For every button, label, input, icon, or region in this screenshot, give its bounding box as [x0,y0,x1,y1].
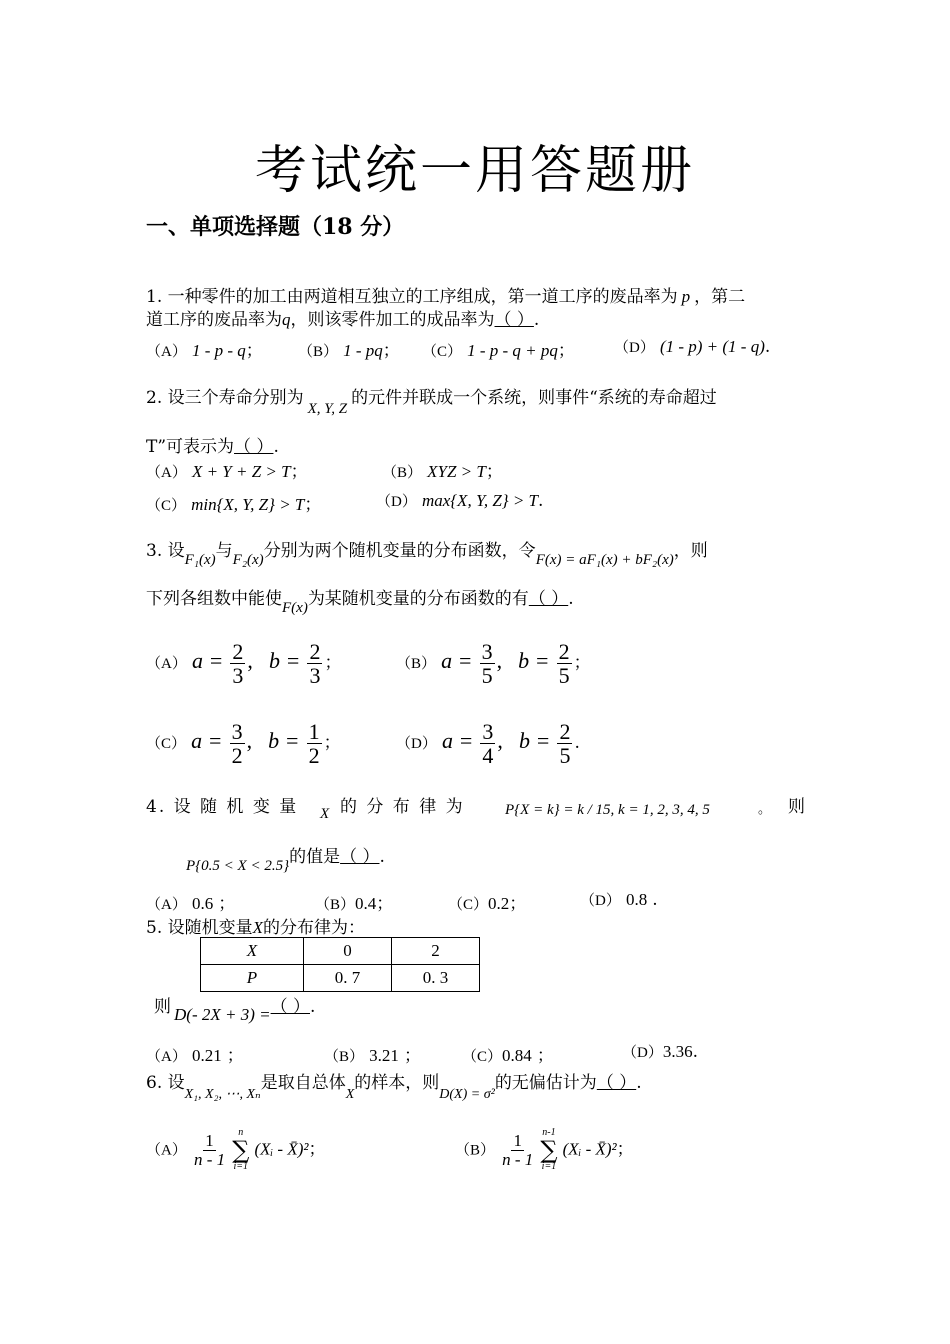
q6-period: . [636,1073,642,1093]
q2-vars: X, Y, Z [307,401,348,417]
option-label: （A） [146,465,187,481]
option-label: （D） [614,340,655,356]
option-expr: min{X, Y, Z} > T [191,495,305,514]
q5-option-d[interactable] [622,1041,698,1062]
q1-line1 [146,282,745,307]
option-label: （C） [462,1049,503,1065]
option-value: 0.21 [191,1046,222,1065]
q1-option-c[interactable] [422,336,575,361]
option-expr: XYZ > T [427,462,486,481]
option-expr: 1 - pq [343,341,383,360]
q6-option-a[interactable] [146,1128,325,1172]
sum-upper: n [238,1127,244,1138]
sum-lower: i=1 [541,1161,557,1172]
q5-option-a[interactable] [146,1041,244,1066]
option-label: （B） [455,1142,496,1159]
q4-prob: P{0.5 < X < 2.5} [186,858,290,874]
option-value: 0.8 [625,890,648,909]
q1-p: p [681,287,691,306]
table-row [201,965,480,992]
option-label: （A） [146,1049,187,1065]
q1-line2 [146,305,539,330]
q3-option-d[interactable]: （D） a = $\frac{3}{4}$ , b = $\frac{2}{5}$ . [396,719,580,769]
q3-option-b[interactable]: （B） a = $\frac{3}{5}$ , b = $\frac{2}{5}$ ； [396,639,591,689]
frac-num: 3 [482,719,494,744]
option-sep: . [538,491,544,511]
option-label: （B） [298,344,339,360]
q3-line2 [146,584,574,616]
option-sep: ； [324,653,342,674]
option-expr: 1 - p - q [191,341,246,360]
sum-body: (Xᵢ - X̄)² [562,1139,617,1159]
table-cell: P [201,965,304,992]
table-cell: X [201,938,304,965]
table-cell: 0. 3 [392,965,480,992]
q5-period: . [310,997,316,1017]
option-sep: ； [509,894,527,914]
q6-dx: D(X) = σ² [439,1087,495,1102]
distribution-table [200,937,480,992]
q2-option-c[interactable] [146,490,321,515]
option-label: （D） [580,893,621,909]
option-expr: (1 - p) + (1 - q) [659,337,765,356]
q2-line1 [146,383,717,417]
q5-text-end: 的分布律为： [263,918,366,938]
frac-den: 2 [231,743,243,769]
frac-den: n - 1 [502,1149,534,1169]
q2-answer-blank[interactable]: （ ） [234,437,274,457]
q1-text3: ，则该零件加工的成品率为 [290,310,495,330]
option-sep: ； [245,341,263,361]
option-sep: . [692,1042,698,1062]
q5-expr: D(- 2X + 3) = [174,1005,271,1024]
q4-text-mid: 的 分 布 律 为 [340,797,465,817]
var-b: b = [518,648,550,674]
q3-text2: 下列各组数中能使 [146,589,282,609]
q1-q: q [282,310,291,329]
frac-num: 2 [232,639,244,664]
q5-x: X [252,918,264,937]
var-a: a = [441,648,473,674]
option-sep: ； [403,1046,421,1066]
section-heading: 一、单项选择题（18 分） [146,214,405,240]
q5-then: 则 [154,997,171,1017]
q2-period: . [273,437,279,457]
frac-den: 2 [308,743,320,769]
option-sep: . [652,890,658,910]
option-label: （D） [622,1045,663,1061]
option-label: （D） [376,494,417,510]
var-b: b = [268,648,301,674]
sum-lower: i=1 [233,1161,249,1172]
q6-text-mid3: 的无偏估计为 [494,1073,597,1093]
q4-then: 则 [788,797,805,817]
frac-num: 3 [231,719,243,744]
frac-num: 2 [559,719,571,744]
q3-line1 [146,536,708,568]
var-b: b = [518,728,551,754]
q4-option-d[interactable] [580,889,658,910]
frac-num: 1 [308,719,320,744]
q4-law-end: 。 [758,802,772,817]
option-label: （B） [396,656,437,673]
q3-fdef: F(x) = aF₁(x) + bF₂(x) [535,552,674,568]
frac-num: 3 [481,639,493,664]
q1-text2: 道工序的废品率为 [146,310,282,330]
q5-text: 5. 设随机变量 [146,918,253,938]
q3-answer-blank[interactable]: （ ） [528,589,569,609]
option-sep: . [574,733,580,754]
option-label: （A） [146,656,187,673]
q4-period: . [379,847,385,867]
q4-law: P{X = k} = k / 15, k = 1, 2, 3, 4, 5 [505,802,710,818]
option-label: （C） [146,498,187,514]
q6-sample: X₁, X₂, ⋯, Xₙ [184,1087,261,1102]
q2-text-end: 的元件并联成一个系统，则事件“系统的寿命超过 [351,388,717,408]
q5-expr-line [174,997,316,1025]
q3-fx: F(x) [282,600,308,616]
option-sep: ； [382,341,400,361]
option-expr: 1 - p - q + pq [467,341,558,360]
option-label: （C） [422,344,463,360]
q4-option-a[interactable] [146,889,235,914]
frac-den: 3 [309,663,321,689]
table-cell: 0 [304,938,392,965]
table-cell: 0. 7 [304,965,392,992]
frac-den: 5 [481,663,493,689]
q1-period: . [533,310,540,330]
frac-num: 1 [205,1130,214,1150]
option-sep: ； [536,1046,554,1066]
option-label: （D） [396,736,437,753]
var-a: a = [191,728,223,754]
q2-text: 2. 设三个寿命分别为 [146,388,304,408]
q4-x: X [320,806,330,822]
q2-text2: T”可表示为 [146,437,235,457]
sum-body: (Xᵢ - X̄)² [254,1139,309,1159]
q3-option-a[interactable]: （A） a = $\frac{2}{3}$ , b = $\frac{2}{3}$ ； [146,639,342,689]
q1-answer-blank[interactable]: （ ） [494,310,534,330]
option-sep: ； [308,1139,326,1160]
page-title: 考试统一用答题册 [254,141,695,201]
frac-den: 5 [558,663,570,689]
q5-line1 [146,913,365,938]
option-label: （A） [146,897,187,913]
option-sep: ； [573,653,591,674]
var-b: b = [268,728,300,754]
frac-den: 5 [559,743,571,769]
frac-den: n - 1 [193,1149,226,1169]
option-sep: ； [323,733,341,754]
q2-line2 [146,432,279,457]
option-sep: ； [376,894,394,914]
q2-option-b[interactable] [382,457,503,482]
option-label: （A） [146,344,187,360]
q5-option-b[interactable] [324,1041,421,1066]
q4-option-c[interactable] [448,889,526,914]
frac-num: 1 [513,1130,522,1150]
q6-x: X [345,1087,355,1102]
q3-and: 与 [215,541,233,561]
option-sep: ； [304,495,322,515]
var-a: a = [191,648,224,674]
frac-num: 2 [558,639,570,664]
sum-icon: ∑ [232,1136,250,1164]
option-sep: ； [290,462,308,482]
option-label: （C） [146,736,187,753]
q6-text-mid2: 的样本，则 [354,1073,440,1093]
option-sep: . [764,337,771,357]
frac-den: 3 [232,663,244,689]
option-value: 3.36 [662,1042,693,1061]
q3-period: . [568,589,574,609]
q1-text-end: ，第二 [694,287,746,307]
option-value: 0.2 [488,894,510,913]
q2-option-a[interactable] [146,457,308,482]
option-sep: ； [616,1139,634,1160]
frac-den: 4 [482,743,494,769]
option-label: （B） [315,897,356,913]
q1-option-d[interactable] [614,336,770,357]
q6-text: 6. 设 [146,1073,185,1093]
q2-option-d[interactable] [376,490,543,511]
table-row [201,938,480,965]
q1-text: 1. 一种零件的加工由两道相互独立的工序组成，第一道工序的废品率为 [146,287,678,307]
q3-option-c[interactable]: （C） a = $\frac{3}{2}$ , b = $\frac{1}{2}$ ； [146,719,341,769]
option-value: 3.21 [369,1046,399,1065]
q1-option-a[interactable] [146,336,263,361]
q4-answer-blank[interactable]: （ ） [340,847,380,867]
q4-option-b[interactable] [315,889,393,914]
frac-num: 2 [309,639,321,664]
q6-option-b[interactable] [455,1128,634,1172]
q4-line1-start [146,792,298,817]
option-label: （B） [382,465,423,481]
var-a: a = [441,728,474,754]
q3-text2-mid: 为某随机变量的分布函数的有 [307,589,529,609]
sum-icon: ∑ [540,1136,558,1164]
option-label: （B） [324,1049,365,1065]
q3-text: 3. 设 [146,541,185,561]
q3-f1: F₁(x) [184,552,216,568]
option-value: 0.4 [355,894,377,913]
q5-answer-blank[interactable]: （ ） [270,997,310,1017]
q3-text-mid: 分别为两个随机变量的分布函数，令 [263,541,536,561]
q6-answer-blank[interactable]: （ ） [596,1073,637,1093]
option-sep: ； [557,341,575,361]
q4-text2: 的值是 [289,847,341,867]
option-expr: max{X, Y, Z} > T [421,491,539,510]
q6-text-mid: 是取自总体 [260,1073,346,1093]
option-expr: X + Y + Z > T [191,462,291,481]
table-cell: 2 [392,938,480,965]
q5-option-c[interactable] [462,1041,554,1066]
sum-upper: n-1 [542,1127,556,1138]
q3-text-end: ，则 [673,541,708,561]
option-value: 0.6 [191,894,214,913]
q4-text: 4. 设 随 机 变 量 [146,797,299,817]
option-sep: ； [485,462,503,482]
q4-line2 [186,842,385,874]
q3-f2: F₂(x) [232,552,264,568]
q1-option-b[interactable] [298,336,400,361]
option-sep: ； [226,1046,244,1066]
option-sep: ； [218,894,236,914]
option-label: （A） [146,1142,187,1159]
option-value: 0.84 [502,1046,532,1065]
option-label: （C） [448,897,489,913]
